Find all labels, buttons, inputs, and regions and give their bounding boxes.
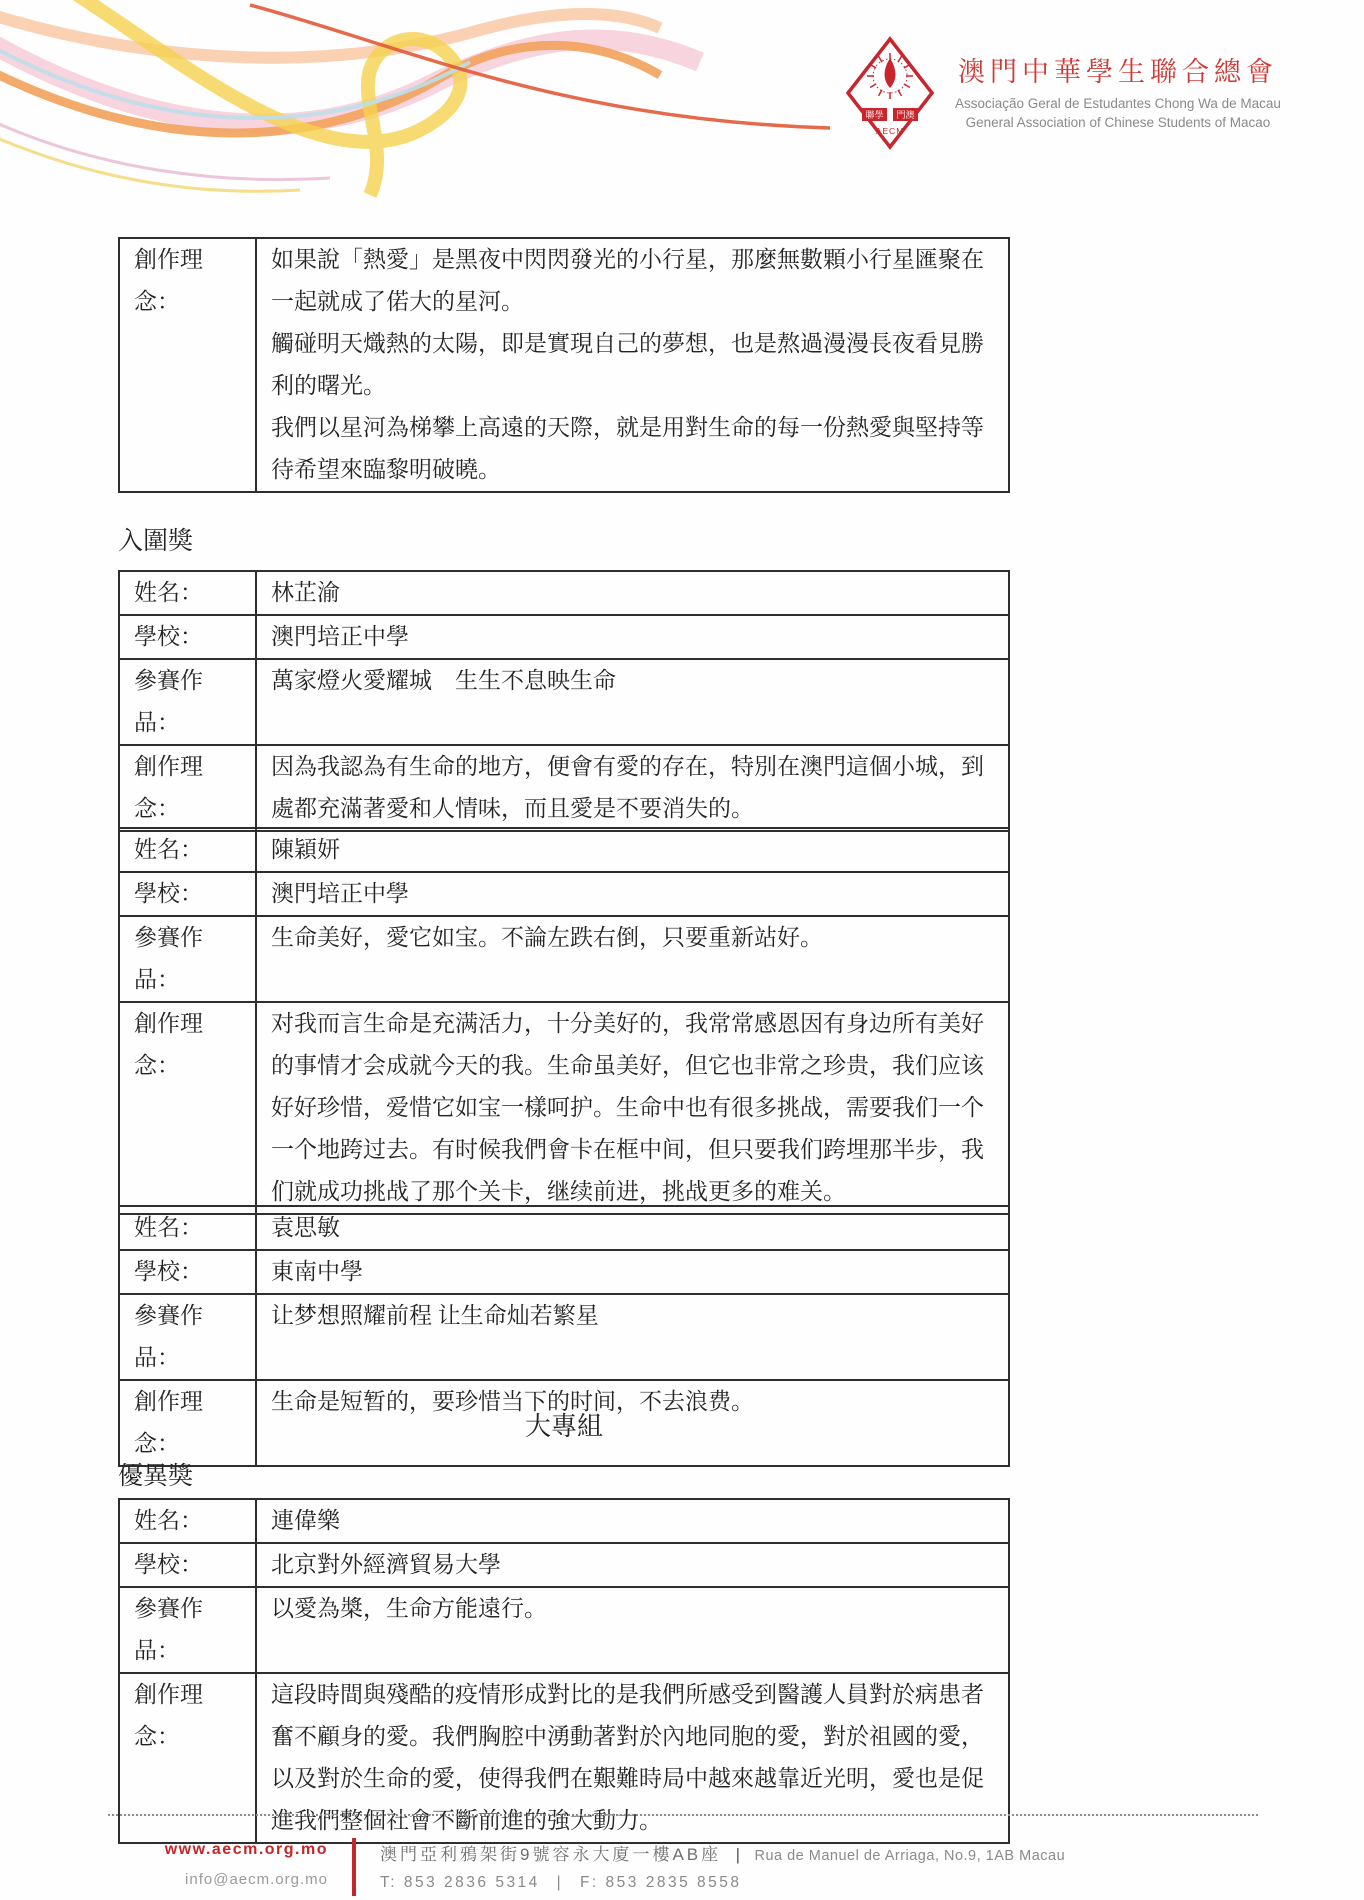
footer <box>148 1838 1065 1896</box>
logo-banner-right: 門澳 <box>896 110 915 120</box>
org-name-en: General Association of Chinese Students of Macao <box>965 114 1271 130</box>
footer-phone-separator: | <box>556 1874 564 1891</box>
footer-address-zh: 澳門亞利鴉架街9號容永大廈一樓AB座 <box>380 1845 722 1864</box>
footer-address-separator: | <box>735 1845 741 1864</box>
ribbon-decoration <box>0 0 840 200</box>
section-heading-college: 大專組 <box>524 1412 603 1441</box>
field-label: 創作理念： <box>119 238 256 492</box>
entrant-concept: 因為我認為有生命的地方，便會有愛的存在，特別在澳門這個小城，到處都充滿著愛和人情味，而且愛是不要消失的。 <box>256 745 1009 831</box>
entrant-name: 袁思敏 <box>256 1206 1009 1250</box>
section-heading-finalist: 入圍獎 <box>118 528 194 555</box>
footer-rule <box>108 1814 1258 1816</box>
footer-divider <box>352 1838 356 1896</box>
field-label: 姓名： <box>119 1206 256 1250</box>
footer-address-en: Rua de Manuel de Arriaga, No.9, 1AB Macau <box>754 1848 1066 1864</box>
field-label: 姓名： <box>119 1499 256 1543</box>
entrant-table <box>118 1498 1010 1844</box>
entrant-name: 連偉樂 <box>256 1499 1009 1543</box>
field-label: 姓名： <box>119 828 256 872</box>
entrant-concept: 這段時間與殘酷的疫情形成對比的是我們所感受到醫護人員對於病患者奮不顧身的愛。我們胸腔中湧動著對於內地同胞的愛，對於祖國的愛，以及對於生命的愛，使得我們在艱難時局中越來越靠近光明，愛也是促進我們整個社會不斷前進的強大動力。 <box>256 1673 1009 1843</box>
field-label: 創作理念： <box>119 1002 256 1214</box>
table-row <box>119 745 1009 831</box>
table-row <box>119 1543 1009 1587</box>
logo-banner-left: 聯學 <box>865 110 884 120</box>
logo-acronym: AECM <box>875 126 905 136</box>
aecm-logo-icon <box>845 36 935 151</box>
entrant-work: 以愛為槳，生命方能遠行。 <box>256 1587 1009 1673</box>
footer-website: www.aecm.org.mo <box>164 1841 328 1858</box>
field-label: 學校： <box>119 872 256 916</box>
entrant-work: 萬家燈火愛耀城 生生不息映生命 <box>256 659 1009 745</box>
org-name-zh: 澳門中華學生聯合總會 <box>957 57 1278 87</box>
field-label: 參賽作品： <box>119 916 256 1002</box>
table-row <box>119 1294 1009 1380</box>
field-label: 學校： <box>119 1250 256 1294</box>
entrant-work: 让梦想照耀前程 让生命灿若繁星 <box>256 1294 1009 1380</box>
table-row <box>119 1587 1009 1673</box>
table-row <box>119 659 1009 745</box>
entrant-name: 陳穎妍 <box>256 828 1009 872</box>
table-row <box>119 916 1009 1002</box>
entrant-concept: 对我而言生命是充满活力，十分美好的，我常常感恩因有身边所有美好的事情才会成就今天的我。生命虽美好，但它也非常之珍贵，我们应该好好珍惜，爱惜它如宝一樣呵护。生命中也有很多挑战，需要我们一个一个地跨过去。有时候我們會卡在框中间，但只要我们跨埋那半步，我们就成功挑战了那个关卡，继续前进，挑战更多的难关。 <box>256 1002 1009 1214</box>
table-row <box>119 571 1009 615</box>
footer-fax: F: 853 2835 8558 <box>579 1874 742 1891</box>
entrant-name: 林芷渝 <box>256 571 1009 615</box>
field-label: 參賽作品： <box>119 1294 256 1380</box>
entrant-school: 東南中學 <box>256 1250 1009 1294</box>
field-label: 創作理念： <box>119 1673 256 1843</box>
table-row <box>119 872 1009 916</box>
footer-email: info@aecm.org.mo <box>185 1871 328 1888</box>
org-name-pt: Associação Geral de Estudantes Chong Wa de Macau <box>955 96 1281 111</box>
entrant-table <box>118 570 1010 832</box>
field-label: 創作理念： <box>119 745 256 831</box>
concept-paragraph: 如果說「熱愛」是黑夜中閃閃發光的小行星，那麼無數顆小行星匯聚在一起就成了偌大的星河。 <box>271 247 984 314</box>
field-label: 學校： <box>119 1543 256 1587</box>
section-heading-merit: 優異獎 <box>118 1463 194 1490</box>
entrant-school: 澳門培正中學 <box>256 872 1009 916</box>
field-label: 參賽作品： <box>119 659 256 745</box>
org-header <box>845 36 1281 151</box>
footer-phone: T: 853 2836 5314 <box>380 1874 540 1891</box>
field-label: 學校： <box>119 615 256 659</box>
entrant-school: 澳門培正中學 <box>256 615 1009 659</box>
entrant-concept: 生命是短暂的，要珍惜当下的时间，不去浪费。 <box>256 1380 1009 1466</box>
entrant-school: 北京對外經濟貿易大學 <box>256 1543 1009 1587</box>
table-row <box>119 1673 1009 1843</box>
table-row <box>119 828 1009 872</box>
entrant-table <box>118 827 1010 1215</box>
field-label: 參賽作品： <box>119 1587 256 1673</box>
table-row <box>119 1206 1009 1250</box>
table-row <box>119 1499 1009 1543</box>
field-value <box>256 238 1009 492</box>
table-row <box>119 615 1009 659</box>
concept-paragraph: 觸碰明天熾熱的太陽，即是實現自己的夢想，也是熬過漫漫長夜看見勝利的曙光。 <box>271 331 984 398</box>
concept-paragraph: 我們以星河為梯攀上高遠的天際，就是用對生命的每一份熱愛與堅持等待希望來臨黎明破曉。 <box>271 415 984 482</box>
entrant-work: 生命美好，愛它如宝。不論左跌右倒，只要重新站好。 <box>256 916 1009 1002</box>
table-row <box>119 1250 1009 1294</box>
field-label: 創作理念： <box>119 1380 256 1466</box>
field-label: 姓名： <box>119 571 256 615</box>
table-row <box>119 1002 1009 1214</box>
carryover-concept-table <box>118 237 1010 493</box>
table-row <box>119 238 1009 492</box>
